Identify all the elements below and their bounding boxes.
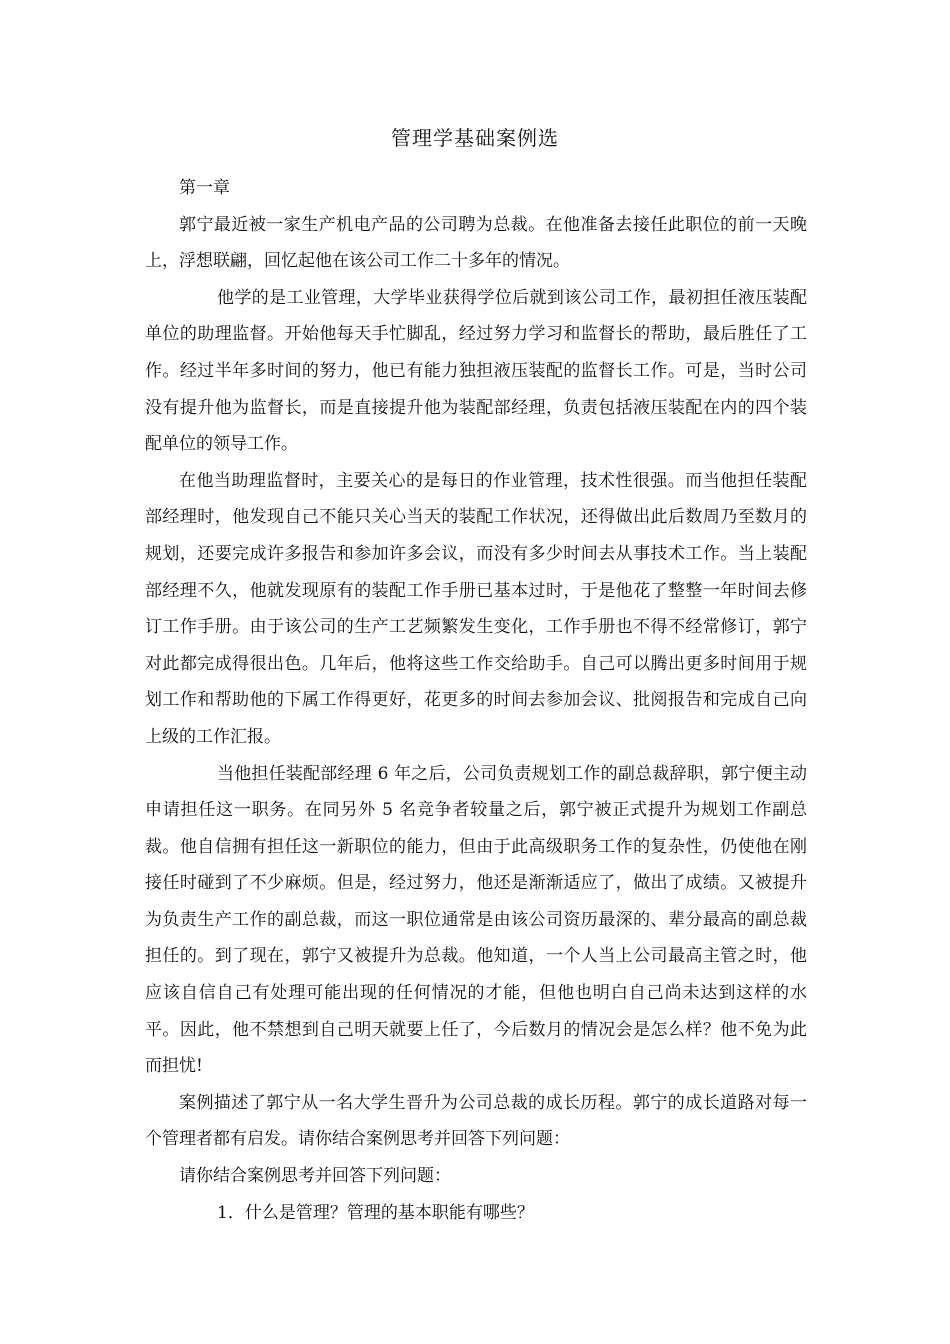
document-title: 管理学基础案例选 (391, 126, 559, 150)
paragraph-question-prompt: 请你结合案例思考并回答下列问题： (179, 1166, 451, 1187)
paragraph-assembly-manager: 在他当助理监督时，主要关心的是每日的作业管理，技术性很强。而当他担任装配部经理时，他发现自己不能只关心当天的装配工作状况，还得做出此后数周乃至数月的规划，还要完成许多报告和参加许多会议，而没有多少时间去从事技术工作。当上装配部经理不久，他就发现原有的装配工作手册已基本过时，于是他花了整整一年时间去修订工作手册。由于该公司的生产工艺频繁发生变化，工作手册也不得不经常修订，郭宁对此都完成得很出色。几年后，他将这些工作交给助手。自己可以腾出更多时间用于规划工作和帮助他的下属工作得更好，花更多的时间去参加会议、批阅报告和完成自己向上级的工作汇报。 (145, 470, 807, 747)
paragraph-summary: 案例描述了郭宁从一名大学生晋升为公司总裁的成长历程。郭宁的成长道路对每一个管理者都有启发。请你结合案例思考并回答下列问题： (145, 1092, 807, 1150)
question-1: 1．什么是管理？管理的基本职能有哪些？ (217, 1202, 534, 1223)
paragraph-background: 他学的是工业管理，大学毕业获得学位后就到该公司工作，最初担任液压装配单位的助理监督。开始他每天手忙脚乱，经过努力学习和监督长的帮助，最后胜任了工作。经过半年多时间的努力，他已有能力独担液压装配的监督长工作。可是，当时公司没有提升他为监督长，而是直接提升他为装配部经理，负责包括液压装配在内的四个装配单位的领导工作。 (145, 287, 807, 455)
document-body (145, 170, 807, 1231)
paragraph-vice-president: 当他担任装配部经理 6 年之后，公司负责规划工作的副总裁辞职，郭宁便主动申请担任这一职务。在同另外 5 名竞争者较量之后，郭宁被正式提升为规划工作副总裁。他自信拥有担任这一新职位的能力，但由于此高级职务工作的复杂性，仍使他在刚接任时碰到了不少麻烦。但是，经过努力，他还是渐渐适应了，做出了成绩。又被提升为负责生产工作的副总裁，而这一职位通常是由该公司资历最深的、辈分最高的副总裁担任的。到了现在，郭宁又被提升为总裁。他知道，一个人当上公司最高主管之时，他应该自信自己有处理可能出现的任何情况的才能，但他也明白自己尚未达到这样的水平。因此，他不禁想到自己明天就要上任了，今后数月的情况会是怎么样？他不免为此而担忧! (145, 763, 807, 1077)
paragraph-intro: 郭宁最近被一家生产机电产品的公司聘为总裁。在他准备去接任此职位的前一天晚上，浮想联翩，回忆起他在该公司工作二十多年的情况。 (145, 214, 807, 272)
chapter-heading: 第一章 (179, 178, 230, 198)
